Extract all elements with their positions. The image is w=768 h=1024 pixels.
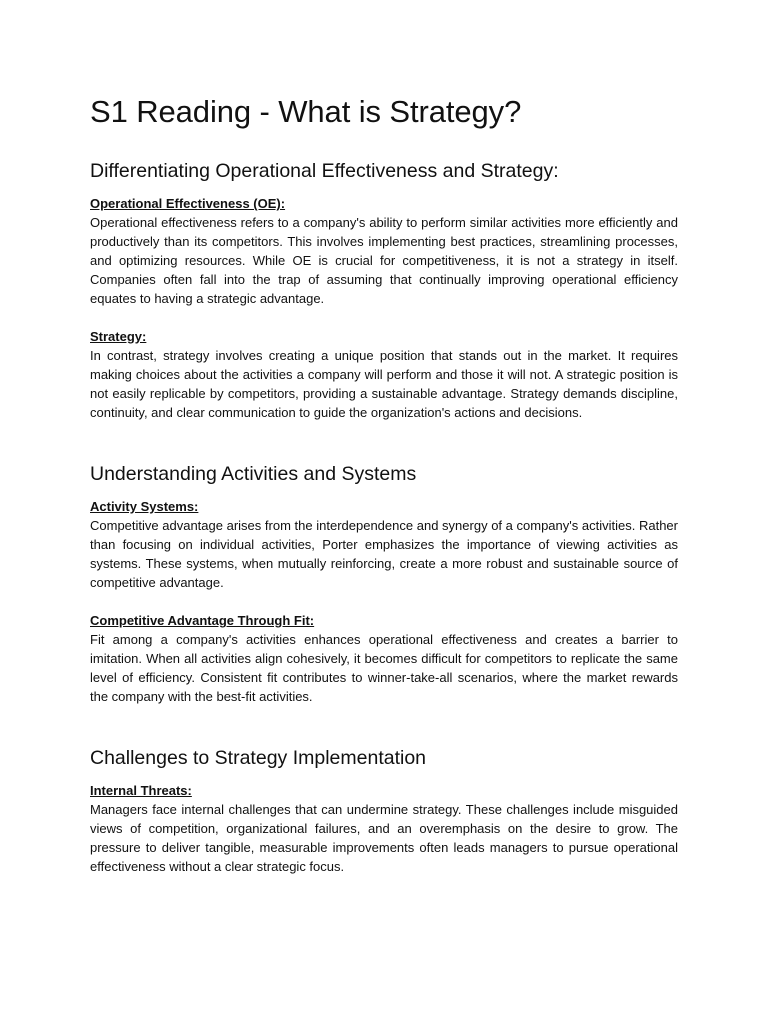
block-activity-systems	[90, 497, 678, 592]
section-implementation-challenges	[90, 745, 678, 876]
subheading: Strategy:	[90, 329, 147, 344]
section-activities-systems	[90, 461, 678, 706]
subheading: Competitive Advantage Through Fit:	[90, 613, 315, 628]
subheading: Internal Threats:	[90, 783, 192, 798]
paragraph: In contrast, strategy involves creating a unique position that stands out in the market. It requires making choices about the activities a company will perform and those it will not. A strategic position is not easily replicable by competitors, providing a sustainable advantage. Strategy demands discipline, continuity, and clear communication to guide the organization's actions and decisions.	[90, 348, 678, 420]
block-strategy	[90, 327, 678, 422]
section-heading: Differentiating Operational Effectiveness and Strategy:	[90, 160, 559, 182]
paragraph: Managers face internal challenges that can undermine strategy. These challenges include misguided views of competition, organizational failures, and an overemphasis on the desire to grow. The pressure to deliver tangible, measurable improvements often leads managers to pursue operational effectiveness without a clear strategic focus.	[90, 802, 678, 874]
block-competitive-advantage-fit	[90, 611, 678, 706]
block-internal-threats	[90, 781, 678, 876]
paragraph: Fit among a company's activities enhances operational effectiveness and creates a barrier to imitation. When all activities align cohesively, it becomes difficult for competitors to replicate the same level of efficiency. Consistent fit contributes to winner-take-all scenarios, where the market rewards the company with the best-fit activities.	[90, 632, 678, 704]
block-operational-effectiveness	[90, 194, 678, 308]
paragraph: Operational effectiveness refers to a company's ability to perform similar activities more efficiently and productively than its competitors. This involves implementing best practices, streamlining processes, and optimizing resources. While OE is crucial for competitiveness, it is not a strategy in itself. Companies often fall into the trap of assuming that continually improving operational efficiency equates to having a strategic advantage.	[90, 215, 678, 306]
paragraph: Competitive advantage arises from the interdependence and synergy of a company's activities. Rather than focusing on individual activities, Porter emphasizes the importance of viewing activities as systems. These systems, when mutually reinforcing, create a more robust and sustainable source of competitive advantage.	[90, 518, 678, 590]
section-oe-vs-strategy	[90, 158, 678, 422]
subheading: Operational Effectiveness (OE):	[90, 196, 286, 211]
section-heading: Understanding Activities and Systems	[90, 463, 417, 485]
subheading: Activity Systems:	[90, 499, 199, 514]
document-page	[90, 92, 678, 876]
document-title: S1 Reading - What is Strategy?	[90, 94, 522, 129]
section-heading: Challenges to Strategy Implementation	[90, 747, 427, 769]
